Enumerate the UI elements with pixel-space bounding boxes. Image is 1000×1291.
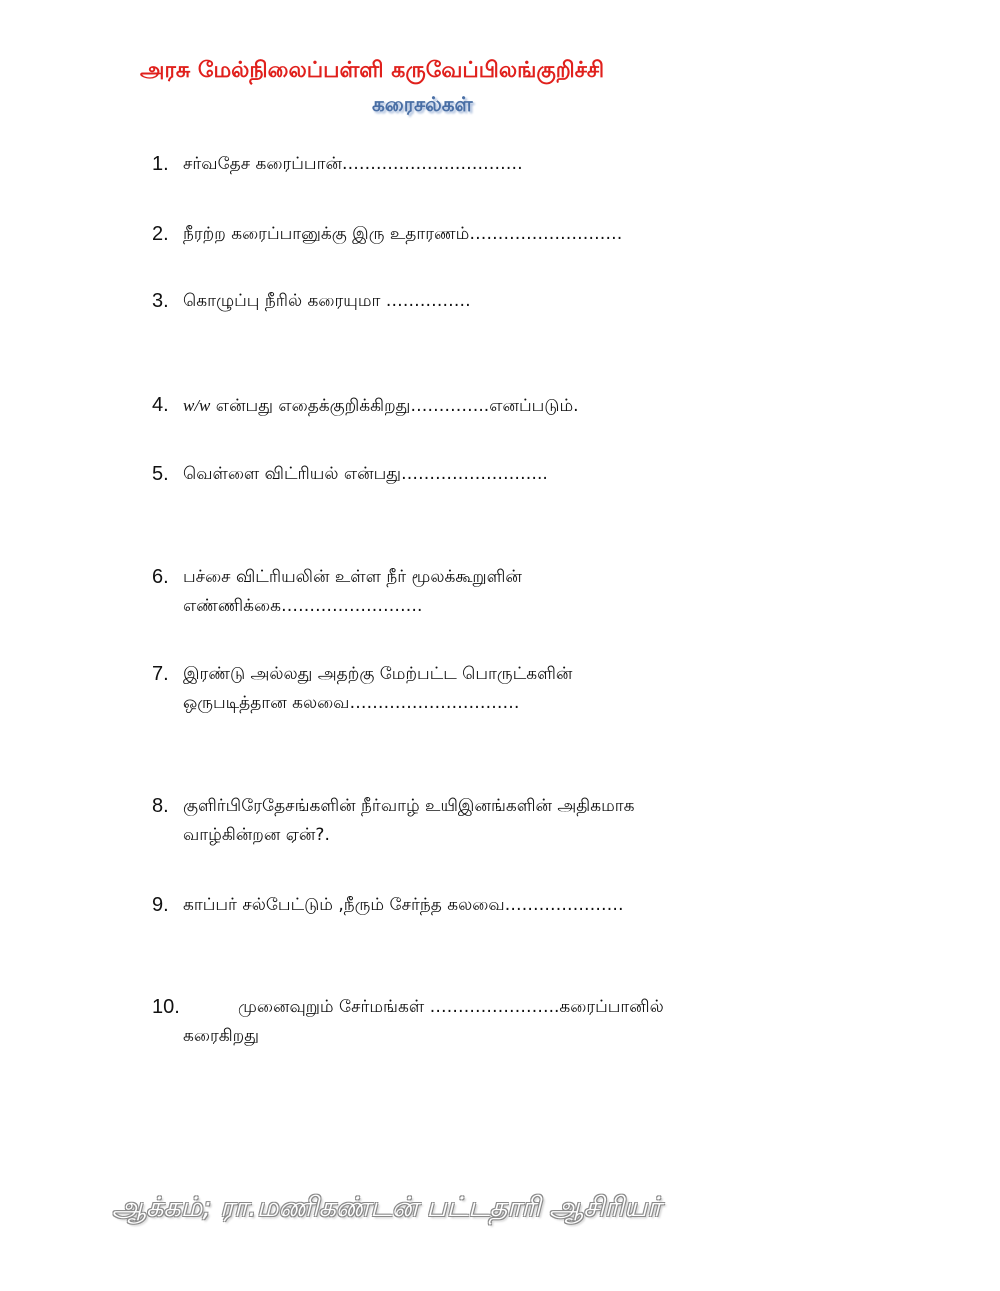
- question-1: [152, 150, 852, 179]
- question-number: 8.: [152, 795, 169, 817]
- question-6: [152, 563, 852, 621]
- question-number: 4.: [152, 394, 169, 416]
- question-9: [152, 891, 852, 920]
- question-4: [152, 391, 852, 421]
- question-text: இரண்டு அல்லது அதற்கு மேற்பட்ட பொருட்களின்: [183, 664, 573, 684]
- question-text: வெள்ளை விட்ரியல் என்பது……………………..: [183, 464, 548, 484]
- subject-title: கரைசல்கள்: [372, 92, 473, 116]
- question-2: [152, 220, 852, 249]
- question-number: 2.: [152, 223, 169, 245]
- question-text-continued: எண்ணிக்கை…………………….: [183, 596, 423, 616]
- question-text: முனைவுறும் சேர்மங்கள் …………………..கரைப்பானில்: [238, 997, 664, 1017]
- question-text: பச்சை விட்ரியலின் உள்ள நீர் மூலக்கூறுளின்: [183, 567, 522, 587]
- school-name: அரசு மேல்நிலைப்பள்ளி கருவேப்பிலங்குறிச்சி: [140, 58, 605, 83]
- question-text-continued: ஒருபடித்தான கலவை…………………………: [183, 693, 520, 713]
- question-text: [183, 391, 852, 421]
- question-text-body: என்பது எதைக்குறிக்கிறது…………..எனப்படும்.: [210, 396, 579, 416]
- question-number: 10.: [152, 996, 180, 1018]
- question-number: 9.: [152, 894, 169, 916]
- question-text-prefix: w/w: [183, 396, 211, 415]
- question-number: 1.: [152, 153, 169, 175]
- question-text: நீரற்ற கரைப்பானுக்கு இரு உதாரணம்………………………: [183, 224, 623, 244]
- question-number: 3.: [152, 290, 169, 312]
- question-text: காப்பர் சல்பேட்டும் ,நீரும் சேர்ந்த கலவை…………………: [183, 895, 624, 915]
- question-text: சர்வதேச கரைப்பான்………………..…………: [183, 154, 523, 174]
- question-8: [152, 792, 852, 850]
- question-10: [152, 993, 852, 1051]
- question-3: [152, 287, 852, 316]
- question-7: [152, 660, 852, 718]
- question-number: 6.: [152, 566, 169, 588]
- question-text-continued: கரைகிறது: [183, 1026, 259, 1046]
- question-text: கொழுப்பு நீரில் கரையுமா ……………: [183, 291, 471, 311]
- question-5: [152, 460, 852, 489]
- question-number: 5.: [152, 463, 169, 485]
- question-text: குளிர்பிரேதேசங்களின் நீர்வாழ் உயிஇனங்களின் அதிகமாக: [183, 796, 635, 816]
- footer-credit: ஆக்கம்; ரா.மணிகண்டன் பட்டதாரி ஆசிரியர்: [112, 1192, 662, 1223]
- question-text-continued: வாழ்கின்றன ஏன்?.: [183, 825, 330, 845]
- question-number: 7.: [152, 663, 169, 685]
